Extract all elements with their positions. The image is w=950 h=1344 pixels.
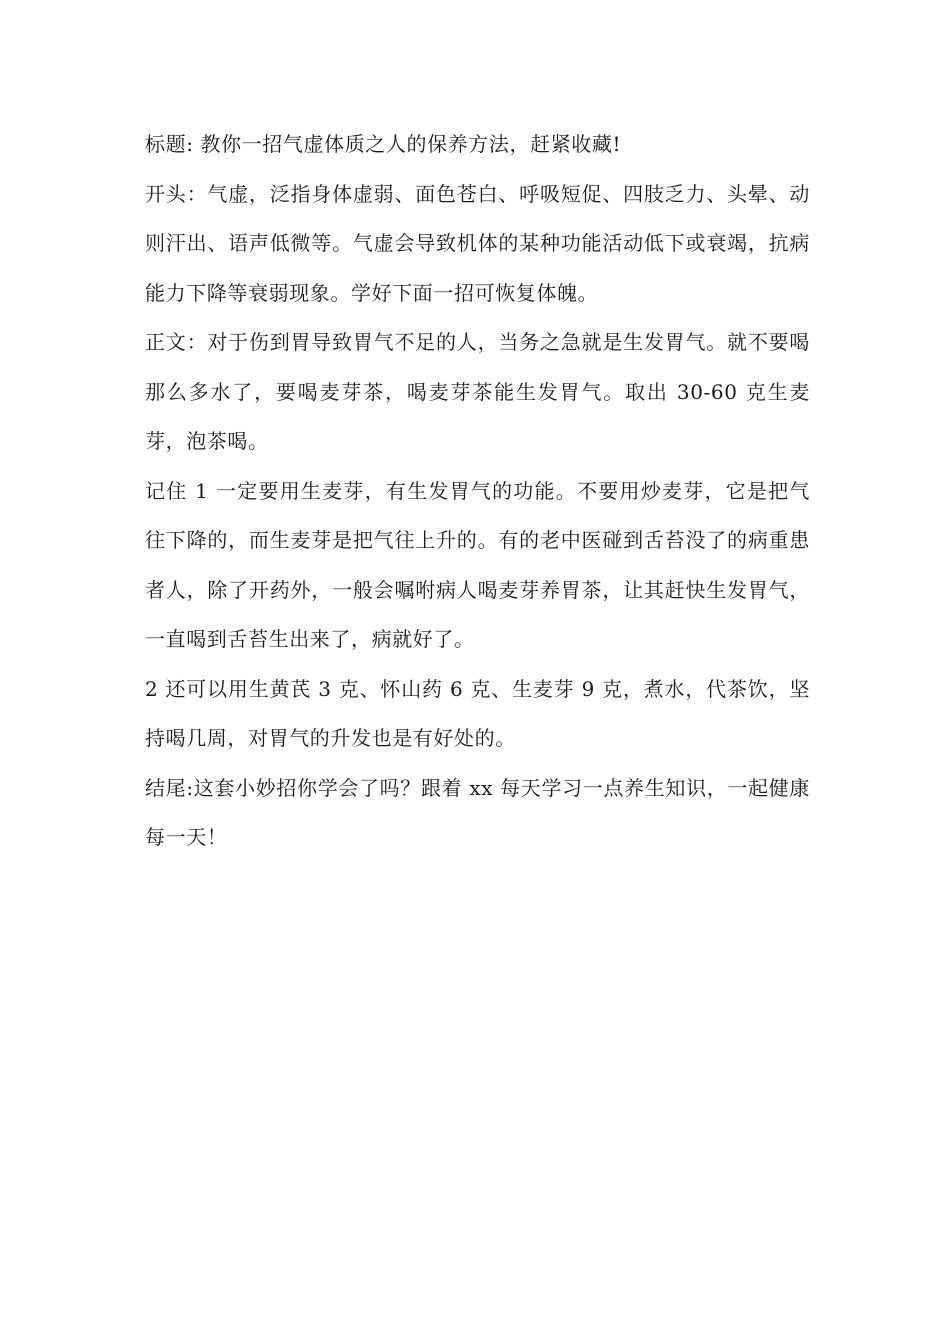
body-paragraph: 正文：对于伤到胃导致胃气不足的人，当务之急就是生发胃气。就不要喝那么多水了，要喝麦芽茶，喝麦芽茶能生发胃气。取出 30-60 克生麦芽，泡茶喝。 [145, 330, 810, 453]
intro-paragraph: 开头：气虚，泛指身体虚弱、面色苍白、呼吸短促、四肢乏力、头晕、动则汗出、语声低微等。气虚会导致机体的某种功能活动低下或衰竭，抗病能力下降等衰弱现象。学好下面一招可恢复体魄。 [145, 181, 810, 305]
tip-two-paragraph: 2 还可以用生黄芪 3 克、怀山药 6 克、生麦芽 9 克，煮水，代茶饮，坚持喝几周，对胃气的升发也是有好处的。 [145, 676, 810, 750]
document-body [145, 120, 810, 863]
ending-paragraph: 结尾:这套小妙招你学会了吗？跟着 xx 每天学习一点养生知识，一起健康每一天！ [145, 775, 810, 849]
tip-one-paragraph: 记住 1 一定要用生麦芽，有生发胃气的功能。不要用炒麦芽，它是把气往下降的，而生麦芽是把气往上升的。有的老中医碰到舌苔没了的病重患者人，除了开药外，一般会嘱咐病人喝麦芽养胃茶，让其赶快生发胃气，一直喝到舌苔生出来了，病就好了。 [145, 478, 810, 651]
title-paragraph: 标题: 教你一招气虚体质之人的保养方法，赶紧收藏! [145, 132, 622, 156]
